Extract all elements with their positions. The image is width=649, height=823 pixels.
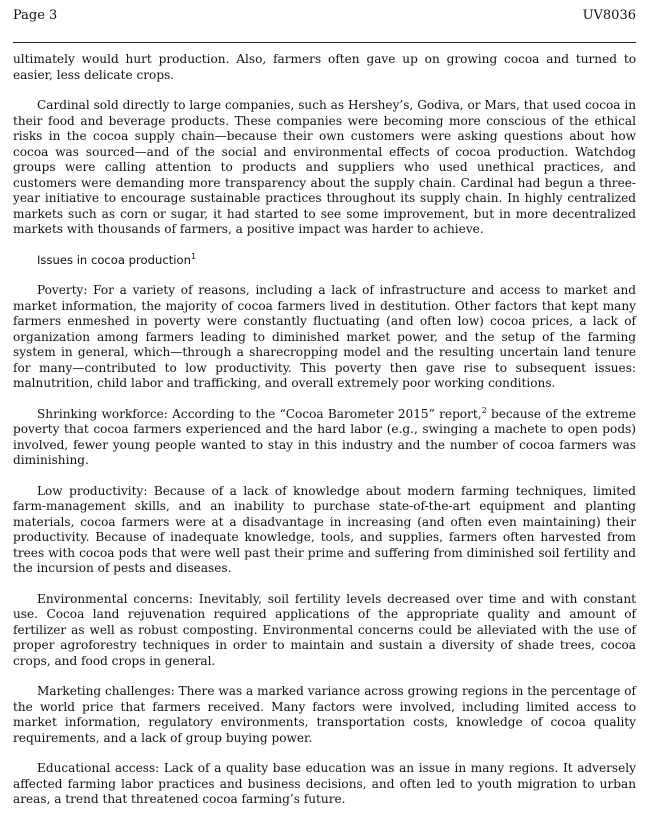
header-divider: [13, 42, 636, 43]
document-code: UV8036: [582, 8, 636, 23]
paragraph-intro: ultimately would hurt production. Also, farmers often gave up on growing cocoa and turned to easier, less delicate crops.: [13, 52, 636, 82]
workforce-text-a: Shrinking workforce: According to the “Cocoa Barometer 2015” report,: [37, 406, 482, 421]
paragraph-low-productivity: Low productivity: Because of a lack of knowledge about modern farming techniques, limited farm-management skills, and an inability to purchase state-of-the-art equipment and planting materials, cocoa farmers were at a disadvantage in increasing (and often even maintaining) their productivity. Because of inadequate knowledge, tools, and supplies, farmers often harvested from trees with cocoa pods that were well past their prime and suffering from diminished soil fertility and the incursion of pests and diseases.: [13, 483, 636, 575]
section-heading: [13, 253, 636, 269]
section-heading-text: Issues in cocoa production: [37, 252, 191, 267]
footnote-ref-2[interactable]: 2: [481, 405, 487, 415]
paragraph-marketing-challenges: Marketing challenges: There was a marked variance across growing regions in the percentage of the world price that farmers received. Many factors were involved, including limited access to market information, regulatory environments, transportation costs, knowledge of cocoa quality requirements, and a lack of group buying power.: [13, 684, 636, 745]
paragraph-environmental-concerns: Environmental concerns: Inevitably, soil fertility levels decreased over time and with constant use. Cocoa land rejuvenation required applications of the appropriate quality and amount of fertilizer as well as robust composting. Environmental concerns could be alleviated with the use of proper agroforestry techniques in order to maintain and sustain a diversity of shade trees, cocoa crops, and food crops in general.: [13, 591, 636, 668]
paragraph-shrinking-workforce: [13, 407, 636, 469]
footnote-ref-1[interactable]: 1: [190, 251, 197, 261]
paragraph-cardinal: Cardinal sold directly to large companies, such as Hershey’s, Godiva, or Mars, that used cocoa in their food and beverage products. These companies were becoming more conscious of the ethical risks in the cocoa supply chain—because their own customers were asking questions about how cocoa was sourced—and of the social and environmental effects of cocoa production. Watchdog groups were calling attention to products and suppliers who used unethical practices, and customers were demanding more transparency about the supply chain. Cardinal had begun a three-year initiative to encourage sustainable practices throughout its supply chain. In highly centralized markets such as corn or sugar, it had started to see some improvement, but in more decentralized markets with thousands of farmers, a positive impact was harder to achieve.: [13, 98, 636, 236]
workforce-text-b: because of the extreme poverty that cocoa farmers experienced and the hard labor (e.g., swinging a machete to open pods) involved, fewer young people wanted to stay in this industry and the number of cocoa farmers was diminishing.: [13, 406, 636, 467]
page-number: Page 3: [13, 8, 58, 23]
page-header: [13, 8, 636, 30]
paragraph-poverty: Poverty: For a variety of reasons, including a lack of infrastructure and access to market and market information, the majority of cocoa farmers lived in destitution. Other factors that kept many farmers enmeshed in poverty were constantly fluctuating (and often low) cocoa prices, a lack of organization among farmers leading to diminished market power, and the setup of the farming system in general, which—through a sharecropping model and the resulting uncertain land tenure for many—contributed to low productivity. This poverty then gave rise to subsequent issues: malnutrition, child labor and trafficking, and overall extremely poor working conditions.: [13, 283, 636, 390]
paragraph-educational-access: Educational access: Lack of a quality base education was an issue in many regions. It adversely affected farming labor practices and business decisions, and often led to youth migration to urban areas, a trend that threatened cocoa farming’s future.: [13, 761, 636, 806]
document-body: [13, 52, 636, 823]
